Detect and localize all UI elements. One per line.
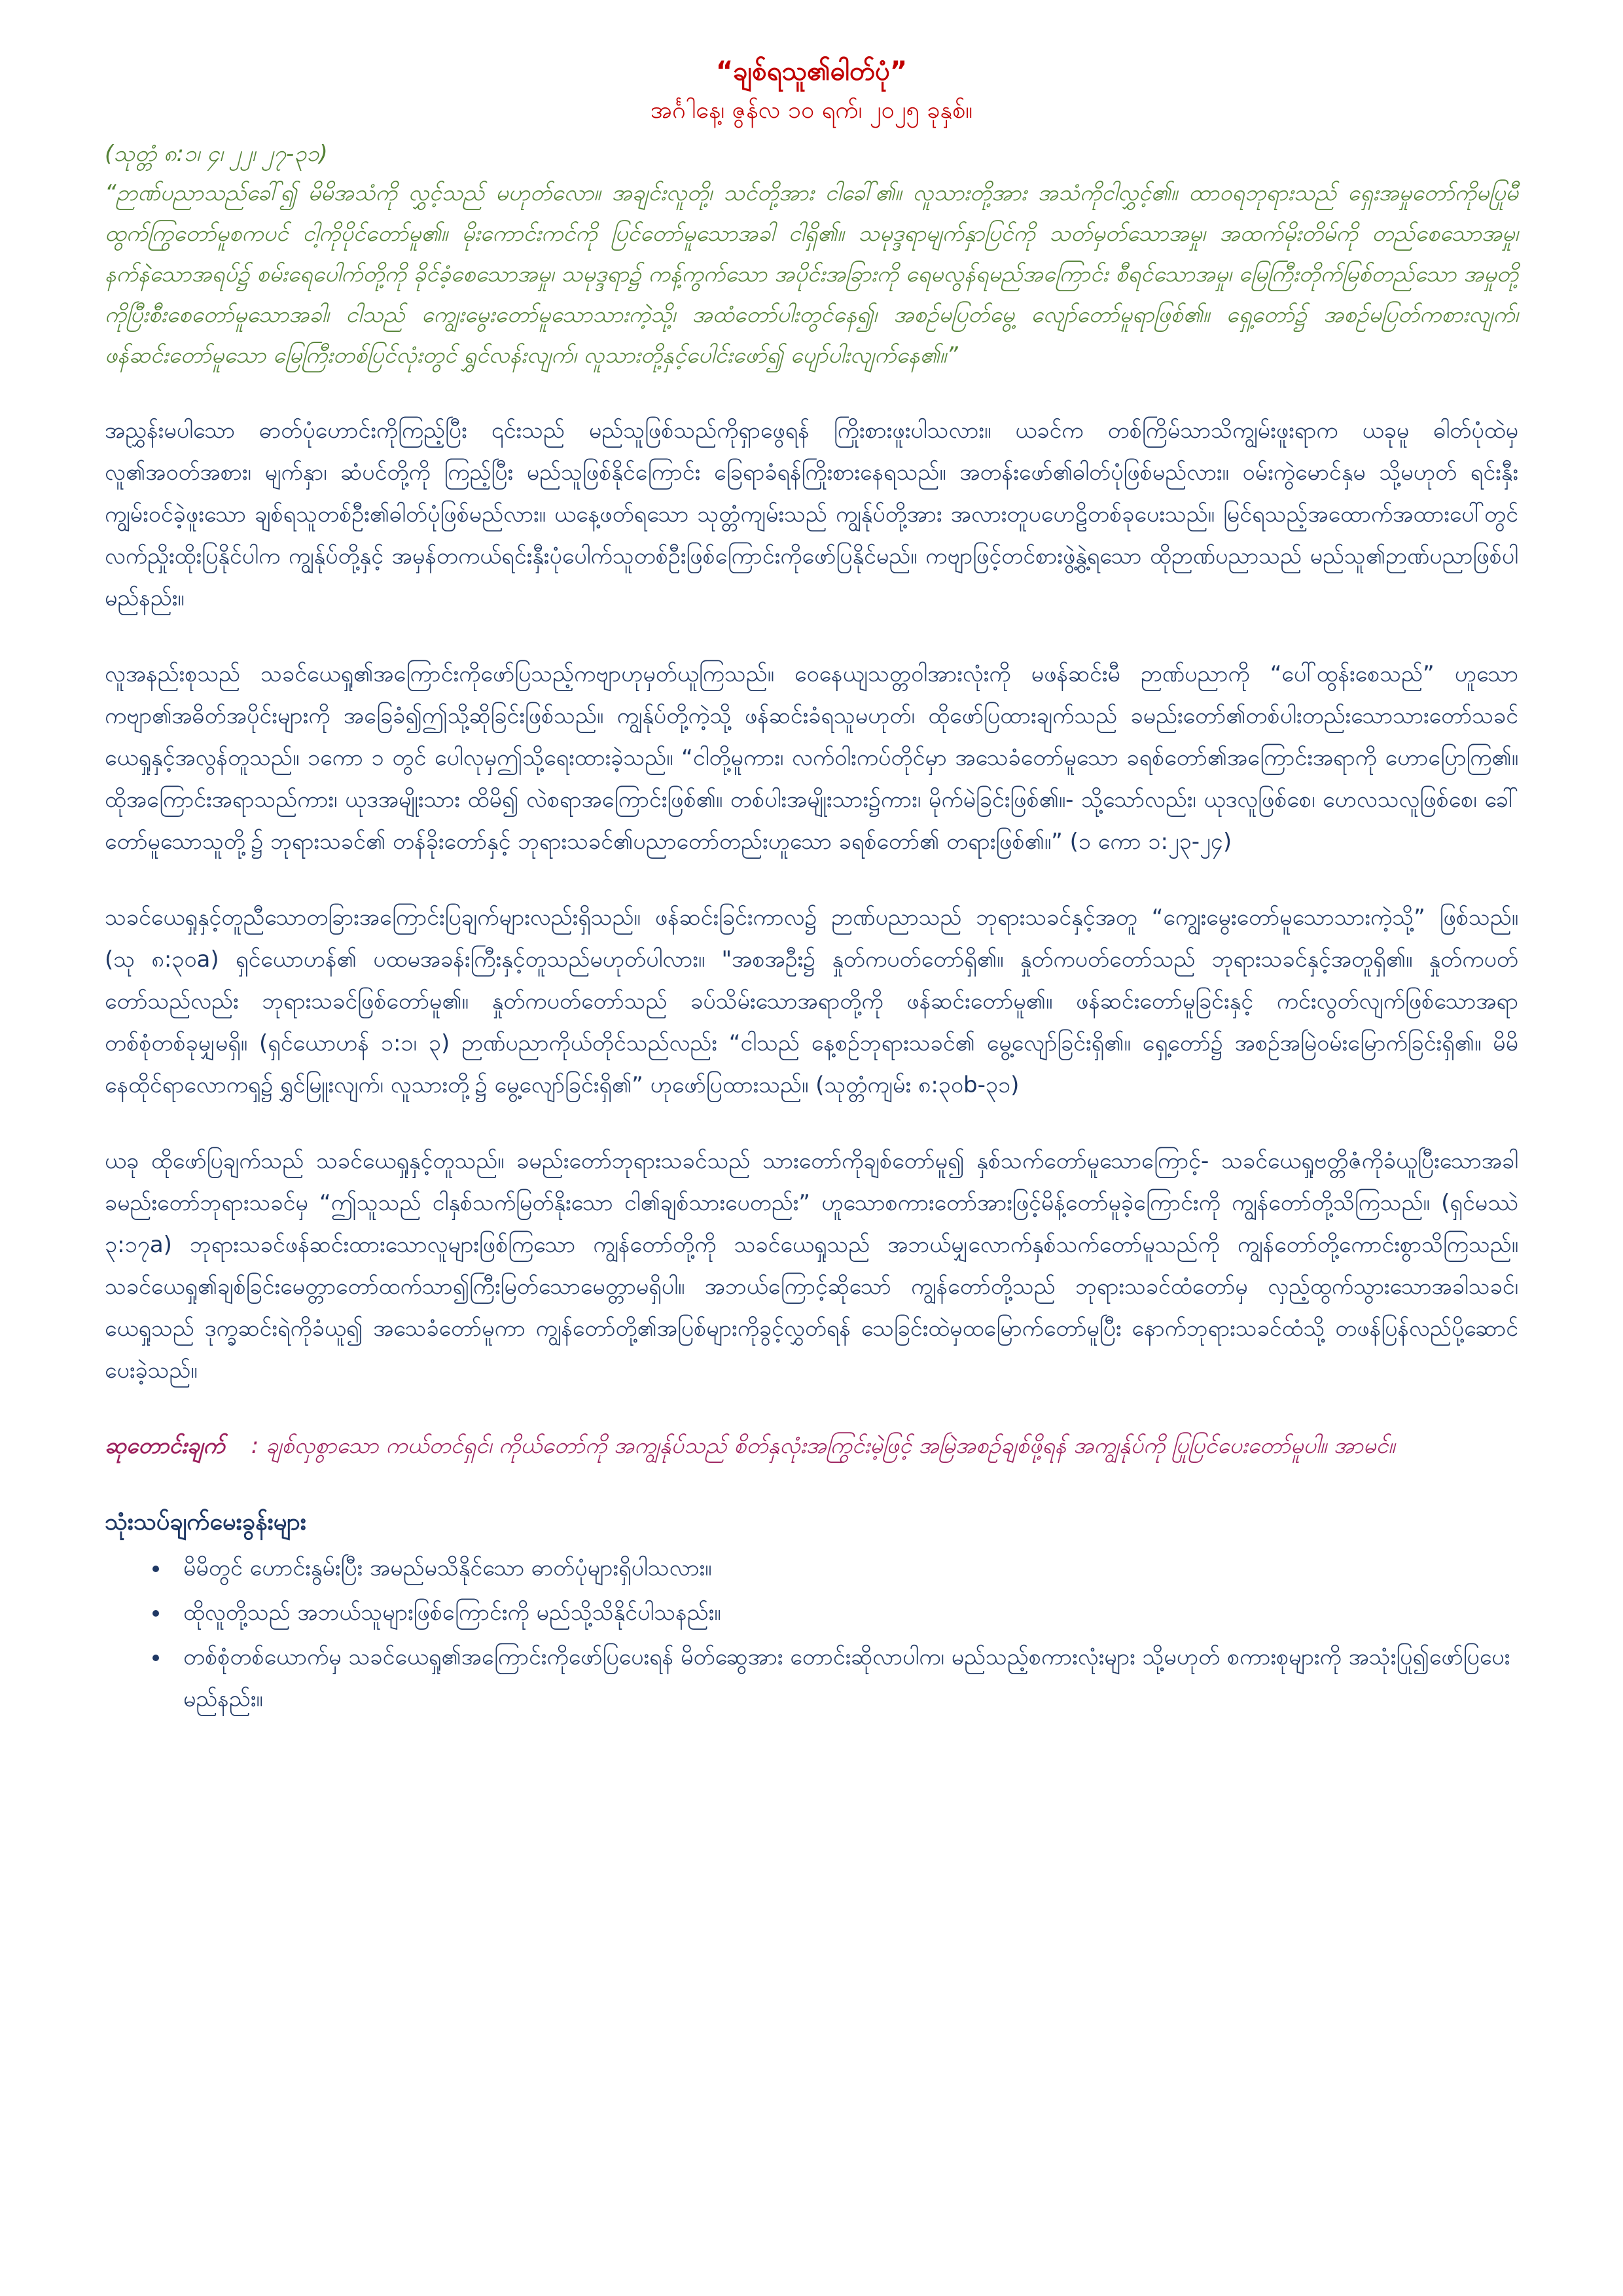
question-item-3: • တစ်စုံတစ်ယောက်မှ သခင်ယေရှု၏အကြောင်းကိုဖော်ပြပေးရန် မိတ်ဆွေအား တောင်းဆိုလာပါက၊ မည်သည့်စကားလုံးများ သို့မဟုတ် စကားစုများကို အသုံးပြု၍ဖော်ပြပေးမည်နည်း။ xyxy=(170,1636,1518,1720)
questions-heading: သုံးသပ်ချက်မေးခွန်းများ xyxy=(105,1509,306,1535)
reflection-questions xyxy=(105,1503,1518,1720)
body-paragraph-4: ယခု ထိုဖော်ပြချက်သည် သခင်ယေရှုနှင့်တူသည်။ ခမည်းတော်ဘုရားသခင်သည် သားတော်ကိုချစ်တော်မူ၍ နှစ်သက်တော်မူသောကြောင့်- သခင်ယေရှုဗတ္တိဇံကိုခံယူပြီးသောအခါ ခမည်းတော်ဘုရားသခင်မှ “ဤသူသည် ငါနှစ်သက်မြတ်နိုးသော ငါ၏ချစ်သားပေတည်း” ဟူသောစကားတော်အားဖြင့်မိန့်တော်မူခဲ့ကြောင်းကို ကျွန်တော်တို့သိကြသည်။ (ရှင်မဿဲ ၃:၁၇a) ဘုရားသခင်ဖန်ဆင်းထားသောလူများဖြစ်ကြသော ကျွန်တော်တို့ကို သခင်ယေရှုသည် အဘယ်မျှလောက်နှစ်သက်တော်မူသည်ကို ကျွန်တော်တို့ကောင်းစွာသိကြသည်။ သခင်ယေရှု၏ချစ်ခြင်းမေတ္တာတော်ထက်သာ၍ကြီးမြတ်သောမေတ္တာမရှိပါ။ အဘယ်ကြောင့်ဆိုသော် ကျွန်တော်တို့သည် ဘုရားသခင်ထံတော်မှ လှည့်ထွက်သွားသောအခါသခင်၊ ယေရှုသည် ဒုက္ခဆင်းရဲကိုခံယူ၍ အသေခံတော်မူကာ ကျွန်တော်တို့၏အပြစ်များကိုခွင့်လွှတ်ရန် သေခြင်းထဲမှထမြောက်တော်မူပြီး နောက်ဘုရားသခင်ထံသို့ တဖန်ပြန်လည်ပို့ဆောင်ပေးခဲ့သည်။ xyxy=(105,1148,1518,1384)
body-paragraph-1: အညွှန်းမပါသော ဓာတ်ပုံဟောင်းကိုကြည့်ပြီး ၎င်းသည် မည်သူဖြစ်သည်ကိုရှာဖွေရန် ကြိုးစားဖူးပါသလား။ ယခင်က တစ်ကြိမ်သာသိကျွမ်းဖူးရာက ယခုမူ ဓါတ်ပုံထဲမှ လူ၏အဝတ်အစား၊ မျက်နှာ၊ ဆံပင်တို့ကို ကြည့်ပြီး မည်သူဖြစ်နိုင်ကြောင်း ခြေရာခံရန်ကြိုးစားနေရသည်။ အတန်းဖော်၏ဓါတ်ပုံဖြစ်မည်လား။ ဝမ်းကွဲမောင်နှမ သို့မဟုတ် ရင်းနှီးကျွမ်းဝင်ခဲ့ဖူးသော ချစ်ရသူတစ်ဦး၏ဓါတ်ပုံဖြစ်မည်လား။ ယနေ့ဖတ်ရသော သုတ္တံကျမ်းသည် ကျွန်ုပ်တို့အား အလားတူပဟေဠိတစ်ခုပေးသည်။ မြင်ရသည့်အထောက်အထားပေါ်တွင် လက်ညှိုးထိုးပြနိုင်ပါက ကျွန်ုပ်တို့နှင့် အမှန်တကယ်ရင်းနှီးပုံပေါက်သူတစ်ဦးဖြစ်ကြောင်းကိုဖော်ပြနိုင်မည်။ ကဗျာဖြင့်တင်စားဖွဲ့နွဲ့ရသော ထိုဉာဏ်ပညာသည် မည်သူ၏ဉာဏ်ပညာဖြစ်ပါမည်နည်း။ xyxy=(105,418,1518,611)
body-paragraph-3: သခင်ယေရှုနှင့်တူညီသောတခြားအကြောင်းပြချက်များလည်းရှိသည်။ ဖန်ဆင်းခြင်းကာလ၌ ဉာဏ်ပညာသည် ဘုရားသခင်နှင့်အတူ “ကျွေးမွေးတော်မူသောသားကဲ့သို့” ဖြစ်သည်။ (သု ၈:၃၀a) ရှင်ယောဟန်၏ ပထမအခန်းကြီးနှင့်တူသည်မဟုတ်ပါလား။ "အစအဦး၌ နှုတ်ကပတ်တော်ရှိ၏။ နှုတ်ကပတ်တော်သည် ဘုရားသခင်နှင့်အတူရှိ၏။ နှုတ်ကပတ်တော်သည်လည်း ဘုရားသခင်ဖြစ်တော်မူ၏။ နှုတ်ကပတ်တော်သည် ခပ်သိမ်းသောအရာတို့ကို ဖန်ဆင်းတော်မူ၏။ ဖန်ဆင်းတော်မူခြင်းနှင့် ကင်းလွတ်လျက်ဖြစ်သောအရာ တစ်စုံတစ်ခုမျှမရှိ။ (ရှင်ယောဟန် ၁:၁၊ ၃) ဉာဏ်ပညာကိုယ်တိုင်သည်လည်း “ငါသည် နေ့စဉ်ဘုရားသခင်၏ မွေ့လျော်ခြင်းရှိ၏။ ရှေ့တော်၌ အစဉ်အမြဲဝမ်းမြောက်ခြင်းရှိ၏။ မိမိနေထိုင်ရာလောကၡ၌ ရွှင်မြူးလျက်၊ လူသားတို့၌ မွေ့လျော်ခြင်းရှိ၏” ဟုဖော်ပြထားသည်။ (သုတ္တံကျမ်း ၈:၃၀b-၃၁) xyxy=(105,905,1518,1098)
date-line: အင်္ဂါနေ့၊ ဇွန်လ ၁၀ ရက်၊ ၂၀၂၅ ခုနှစ်။ xyxy=(650,97,973,124)
questions-list xyxy=(105,1547,1518,1720)
page-title: “ချစ်ရသူ၏ဓါတ်ပုံ” xyxy=(715,56,908,86)
prayer-text: : ချစ်လှစွာသော ကယ်တင်ရှင်၊ ကိုယ်တော်ကို အကျွန်ုပ်သည် စိတ်နှလုံးအကြွင်းမဲ့ဖြင့် အမြဲအစဉ်ချစ်ဖို့ရန် အကျွန်ုပ်ကို ပြုပြင်ပေးတော်မူပါ။ အာမင်။ xyxy=(251,1433,1395,1459)
scripture-text: “ဉာဏ်ပညာသည်ခေါ်၍ မိမိအသံကို လွှင့်သည် မဟုတ်လော။ အချင်းလူတို့၊ သင်တို့အား ငါခေါ်၏။ လူသားတို့အား အသံကိုငါလွှင့်၏။ ထာဝရဘုရားသည် ရှေးအမှုတော်ကိုမပြုမီ ထွက်ကြွတော်မူစကပင် ငါ့ကိုပိုင်တော်မူ၏။ မိုးကောင်းကင်ကို ပြင်တော်မူသောအခါ ငါရှိ၏။ သမုဒ္ဒရာမျက်နှာပြင်ကို သတ်မှတ်သောအမှု၊ အထက်မိုးတိမ်ကို တည်စေသောအမှု၊ နက်နဲသောအရပ်၌ စမ်းရေပေါက်တို့ကို ခိုင်ခံ့စေသောအမှု၊ သမုဒ္ဒရာ၌ ကန့်ကွက်သော အပိုင်းအခြားကို ရေမလွန်ရမည်အကြောင်း စီရင်သောအမှု၊ မြေကြီးတိုက်မြစ်တည်သော အမှုတို့ကိုပြီးစီးစေတော်မူသောအခါ၊ ငါသည် ကျွေးမွေးတော်မူသောသားကဲ့သို့၊ အထံတော်ပါးတွင်နေ၍၊ အစဉ်မပြတ်မွေ့ လျော်တော်မူရာဖြစ်၏။ ရှေ့တော်၌ အစဉ်မပြတ်ကစားလျက်၊ ဖန်ဆင်းတော်မူသော မြေကြီးတစ်ပြင်လုံးတွင် ရွှင်လန်းလျက်၊ လူသားတို့နှင့်ပေါင်းဖော်၍ ပျော်ပါးလျက်နေ၏။” xyxy=(105,180,1518,368)
prayer-label: ဆုတောင်းချက် xyxy=(105,1433,225,1459)
body-paragraph-2: လူအနည်းစုသည် သခင်ယေရှု၏အကြောင်းကိုဖော်ပြသည့်ကဗျာဟုမှတ်ယူကြသည်။ ဝေနေယျသတ္တဝါအားလုံးကို မဖန်ဆင်းမီ ဉာဏ်ပညာကို “ပေါ်ထွန်းစေသည်” ဟူသော ကဗျာ၏အဓိတ်အပိုင်းများကို အခြေခံ၍ဤသို့ဆိုခြင်းဖြစ်သည်။ ကျွန်ုပ်တို့ကဲ့သို့ ဖန်ဆင်းခံရသူမဟုတ်၊ ထိုဖော်ပြထားချက်သည် ခမည်းတော်၏တစ်ပါးတည်းသောသားတော်သခင်ယေရှုနှင့်အလွန်တူသည်။ ၁ကော ၁ တွင် ပေါလုမှဤသို့ရေးထားခဲ့သည်။ “ငါတို့မူကား၊ လက်ဝါးကပ်တိုင်မှာ အသေခံတော်မူသော ခရစ်တော်၏အကြောင်းအရာကို ဟောပြောကြ၏။ ထိုအကြောင်းအရာသည်ကား၊ ယုဒအမျိုးသား ထိမိ၍ လဲစရာအကြောင်းဖြစ်၏။ တစ်ပါးအမျိုးသား၌ကား၊ မိုက်မဲခြင်းဖြစ်၏။- သို့သော်လည်း၊ ယုဒလူဖြစ်စေ၊ ဟေလသလူဖြစ်စေ၊ ခေါ်တော်မူသောသူတို့၌ ဘုရားသခင်၏ တန်ခိုးတော်နှင့် ဘုရားသခင်၏ပညာတော်တည်းဟူသော ခရစ်တော်၏ တရားဖြစ်၏။” (၁ ကော ၁:၂၃-၂၄) xyxy=(105,661,1518,855)
question-item-1: • မိမိတွင် ဟောင်းနွမ်းပြီး အမည်မသိနိုင်သော ဓာတ်ပုံများရှိပါသလား။ xyxy=(170,1547,1518,1589)
question-item-2: • ထိုလူတို့သည် အဘယ်သူများဖြစ်ကြောင်းကို မည်သို့သိနိုင်ပါသနည်း။ xyxy=(170,1592,1518,1634)
scripture-reference: (သုတ္တံ ၈:၁၊ ၄၊ ၂၂၊ ၂၇-၃၁) xyxy=(105,141,328,167)
prayer-block xyxy=(105,1426,1518,1466)
